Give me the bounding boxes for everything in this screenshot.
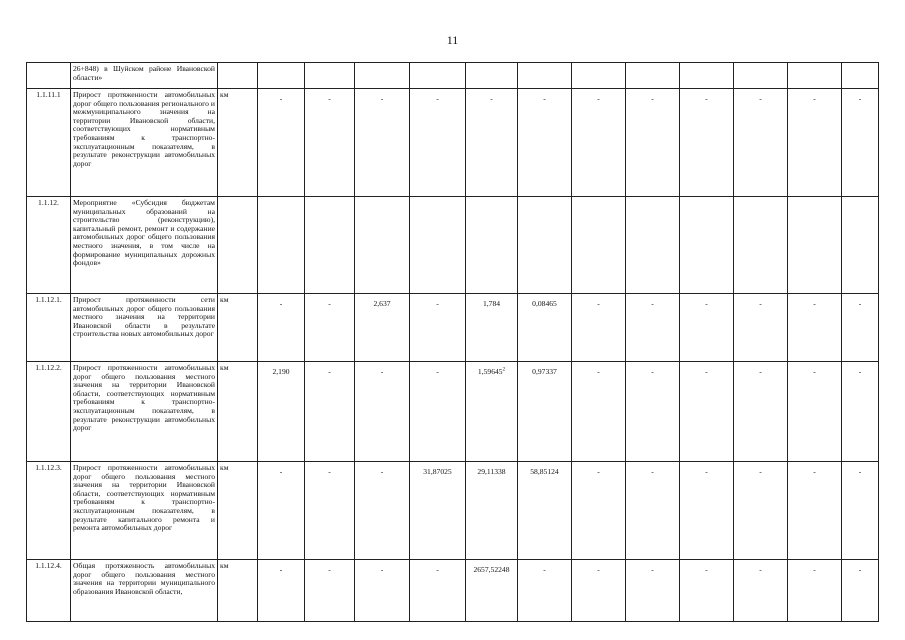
value-cell	[788, 197, 842, 294]
indicators-table	[26, 62, 879, 622]
value-cell: -	[305, 462, 355, 560]
value-cell	[518, 197, 572, 294]
value-cell	[518, 63, 572, 89]
unit-cell: км	[218, 294, 258, 362]
value-cell: -	[788, 560, 842, 622]
value-cell: -	[788, 362, 842, 462]
value-cell: -	[305, 89, 355, 197]
value-cell: -	[572, 362, 626, 462]
value-cell	[572, 197, 626, 294]
value-cell	[842, 63, 879, 89]
value-cell: -	[572, 462, 626, 560]
value-cell: -	[842, 294, 879, 362]
value-cell: -	[680, 294, 734, 362]
value-cell: -	[734, 89, 788, 197]
value-cell: -	[842, 462, 879, 560]
value-cell: -	[788, 462, 842, 560]
value-cell: -	[680, 89, 734, 197]
value-cell: -	[305, 362, 355, 462]
table-row	[27, 560, 879, 622]
indicator-name-cell: Прирост протяженности автомобильных дорог общего пользования местного значения на территории Ивановской области, соответствующих нормативным требованиям к транспортно-эксплуатационным показателям, в результате реконструкции автомобильных дорог	[71, 362, 218, 462]
value-cell	[626, 197, 680, 294]
value-cell: -	[734, 294, 788, 362]
value-cell	[355, 63, 410, 89]
indicator-name-cell: Мероприятие «Субсидия бюджетам муниципальных образований на строительство (реконструкцию), капитальный ремонт, ремонт и содержание автомобильных дорог общего пользования местного значения, в том числе на формирование муниципальных дорожных фондов»	[71, 197, 218, 294]
value-cell: -	[626, 362, 680, 462]
indicator-name-cell: Прирост протяженности сети автомобильных дорог общего пользования местного значения на территории Ивановской области в результате строительства новых автомобильных дорог	[71, 294, 218, 362]
value-cell: -	[518, 560, 572, 622]
value-cell: -	[626, 294, 680, 362]
value-cell	[466, 63, 518, 89]
row-number-cell	[27, 63, 71, 89]
value-cell: -	[355, 560, 410, 622]
value-cell	[842, 197, 879, 294]
indicator-name-cell: 26+848) в Шуйском районе Ивановской области»	[71, 63, 218, 89]
value-cell: -	[842, 89, 879, 197]
value-cell: -	[355, 362, 410, 462]
value-cell	[258, 63, 305, 89]
value-cell	[626, 63, 680, 89]
value-cell: -	[626, 560, 680, 622]
value-cell: -	[305, 294, 355, 362]
value-cell: 0,08465	[518, 294, 572, 362]
value-cell: -	[410, 560, 466, 622]
value-cell: -	[572, 294, 626, 362]
unit-cell: км	[218, 362, 258, 462]
value-cell: -	[842, 560, 879, 622]
row-number-cell: 1.1.12.	[27, 197, 71, 294]
value-cell: -	[788, 294, 842, 362]
unit-cell	[218, 63, 258, 89]
value-cell: -	[734, 560, 788, 622]
value-cell: 2,190	[258, 362, 305, 462]
table-row	[27, 462, 879, 560]
table-row	[27, 197, 879, 294]
value-cell: -	[410, 89, 466, 197]
unit-cell: км	[218, 462, 258, 560]
value-cell: -	[410, 294, 466, 362]
row-number-cell: 1.1.12.1.	[27, 294, 71, 362]
value-cell: -	[572, 560, 626, 622]
value-cell: -	[572, 89, 626, 197]
value-cell: -	[258, 89, 305, 197]
value-cell	[305, 63, 355, 89]
footnote-marker: 2	[502, 367, 506, 373]
value-cell	[734, 63, 788, 89]
value-cell: 2,637	[355, 294, 410, 362]
unit-cell: км	[218, 560, 258, 622]
value-cell	[466, 197, 518, 294]
value-cell: -	[466, 89, 518, 197]
page-number: 11	[446, 33, 459, 47]
row-number-cell: 1.1.11.1	[27, 89, 71, 197]
row-number-cell: 1.1.12.4.	[27, 560, 71, 622]
table-row	[27, 362, 879, 462]
indicator-name-cell: Общая протяженность автомобильных дорог общего пользования местного значения на территории муниципального образования Ивановской области,	[71, 560, 218, 622]
value-cell: -	[258, 462, 305, 560]
indicator-name-cell: Прирост протяженности автомобильных дорог общего пользования местного значения на территории Ивановской области, соответствующих нормативным требованиям к транспортно-эксплуатационным показателям, в результате капитального ремонта и ремонта автомобильных дорог	[71, 462, 218, 560]
value-cell: 1,59645$^2$	[466, 362, 518, 462]
value-cell	[788, 63, 842, 89]
value-cell: 29,11338	[466, 462, 518, 560]
value-cell: -	[626, 89, 680, 197]
table-row	[27, 63, 879, 89]
row-number-cell: 1.1.12.2.	[27, 362, 71, 462]
value-cell: -	[788, 89, 842, 197]
table-row	[27, 89, 879, 197]
row-number-cell: 1.1.12.3.	[27, 462, 71, 560]
indicator-name-cell: Прирост протяженности автомобильных дорог общего пользования регионального и межмуниципального значения на территории Ивановской области, соответствующих нормативным требованиям к транспортно-эксплуатационным показателям, в результате реконструкции автомобильных дорог	[71, 89, 218, 197]
value-cell: 0,97337	[518, 362, 572, 462]
value-cell: -	[626, 462, 680, 560]
value-cell	[305, 197, 355, 294]
unit-cell: км	[218, 89, 258, 197]
value-cell: -	[410, 362, 466, 462]
value-cell: -	[258, 294, 305, 362]
value-cell	[680, 197, 734, 294]
value-cell: -	[734, 462, 788, 560]
value-cell: 31,87025	[410, 462, 466, 560]
value-cell: 2657,52248	[466, 560, 518, 622]
value-cell: -	[734, 362, 788, 462]
value-cell: -	[680, 462, 734, 560]
value-cell	[258, 197, 305, 294]
value-cell: -	[518, 89, 572, 197]
value-cell	[410, 197, 466, 294]
value-cell: -	[842, 362, 879, 462]
unit-cell	[218, 197, 258, 294]
value-cell	[680, 63, 734, 89]
value-cell: -	[680, 560, 734, 622]
value-cell: -	[355, 462, 410, 560]
table-row	[27, 294, 879, 362]
value-cell: 1,784	[466, 294, 518, 362]
value-cell	[355, 197, 410, 294]
value-cell: 58,85124	[518, 462, 572, 560]
value-cell: -	[258, 560, 305, 622]
value-cell: -	[680, 362, 734, 462]
value-cell: -	[305, 560, 355, 622]
value-cell	[734, 197, 788, 294]
value-cell	[410, 63, 466, 89]
value-cell	[572, 63, 626, 89]
value-cell: -	[355, 89, 410, 197]
